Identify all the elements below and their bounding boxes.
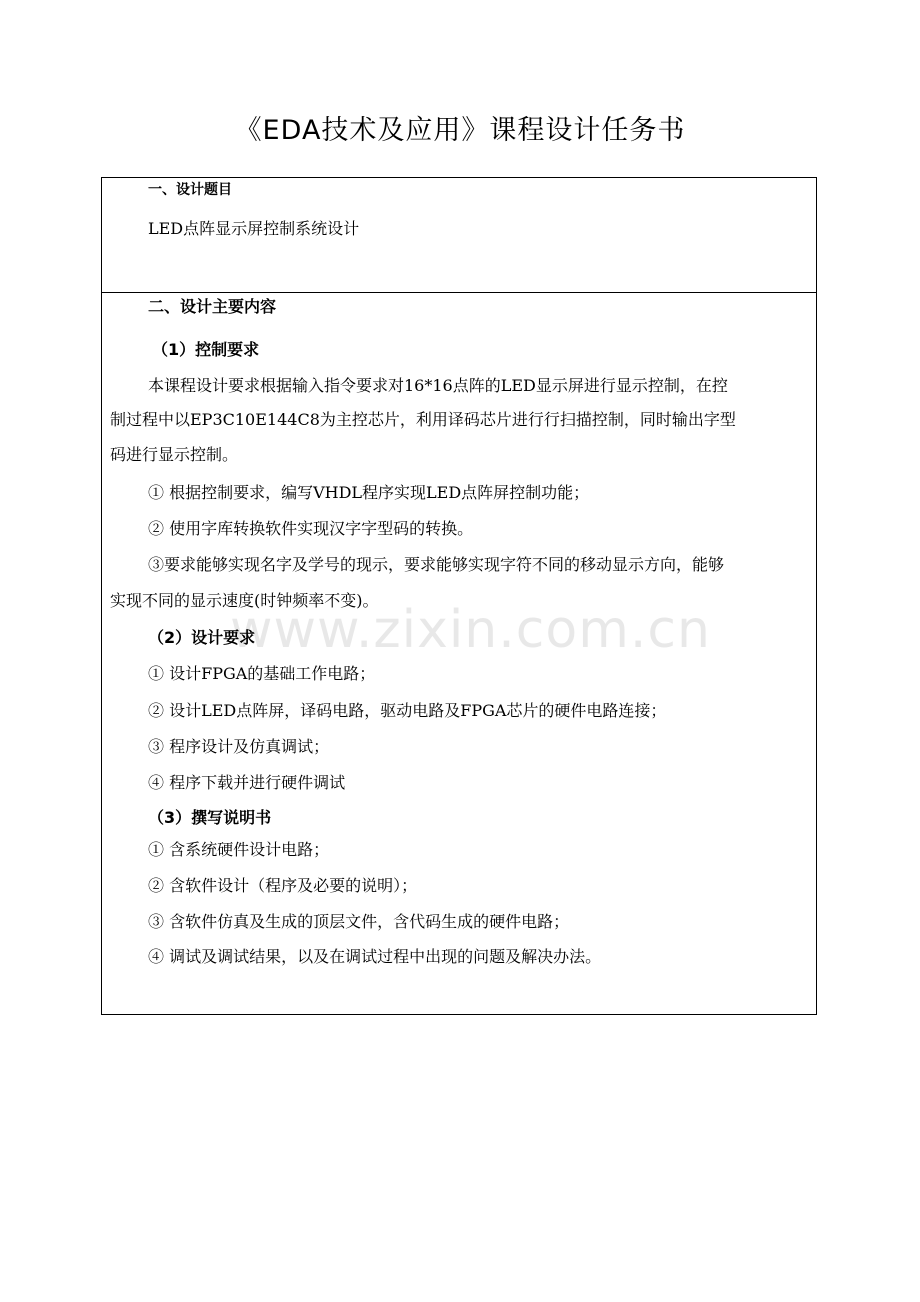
sub2-item: ④ 程序下载并进行硬件调试 (148, 773, 346, 792)
document-title: 《EDA技术及应用》课程设计任务书 (234, 115, 686, 146)
sub2-item: ① 设计FPGA的基础工作电路； (148, 664, 376, 683)
sub1-para-line: 码进行显示控制。 (110, 445, 239, 464)
sub1-para-line: 本课程设计要求根据输入指令要求对16*16点阵的LED显示屏进行显示控制，在控 (148, 376, 728, 395)
sub3-item: ① 含系统硬件设计电路； (148, 840, 330, 859)
sub3-item: ③ 含软件仿真及生成的顶层文件，含代码生成的硬件电路； (148, 912, 570, 931)
watermark: www.zixin.com.cn (230, 600, 711, 660)
sub1-item: ② 使用字库转换软件实现汉字字型码的转换。 (148, 519, 474, 538)
sub1-item: ① 根据控制要求，编写VHDL程序实现LED点阵屏控制功能； (148, 483, 590, 502)
sub3-item: ④ 调试及调试结果，以及在调试过程中出现的问题及解决办法。 (148, 947, 602, 966)
section1-heading: 一、设计题目 (148, 182, 232, 198)
task-table (101, 177, 817, 1015)
sub3-heading: （3）撰写说明书 (148, 808, 272, 827)
sub1-heading: （1）控制要求 (152, 340, 260, 359)
sub1-item3-line: 实现不同的显示速度(时钟频率不变)。 (110, 591, 379, 610)
section2-heading: 二、设计主要内容 (148, 297, 277, 316)
sub2-heading: （2）设计要求 (148, 628, 256, 647)
sub2-item: ③ 程序设计及仿真调试； (148, 737, 330, 756)
sub1-para-line: 制过程中以EP3C10E144C8为主控芯片，利用译码芯片进行行扫描控制，同时输出字型 (110, 410, 736, 429)
sub2-item: ② 设计LED点阵屏，译码电路，驱动电路及FPGA芯片的硬件电路连接； (148, 701, 667, 720)
design-topic: LED点阵显示屏控制系统设计 (148, 219, 360, 238)
sub1-item3-line: ③要求能够实现名字及学号的现示，要求能够实现字符不同的移动显示方向，能够 (148, 555, 725, 574)
row-divider (102, 292, 816, 293)
sub3-item: ② 含软件设计（程序及必要的说明）； (148, 876, 418, 895)
